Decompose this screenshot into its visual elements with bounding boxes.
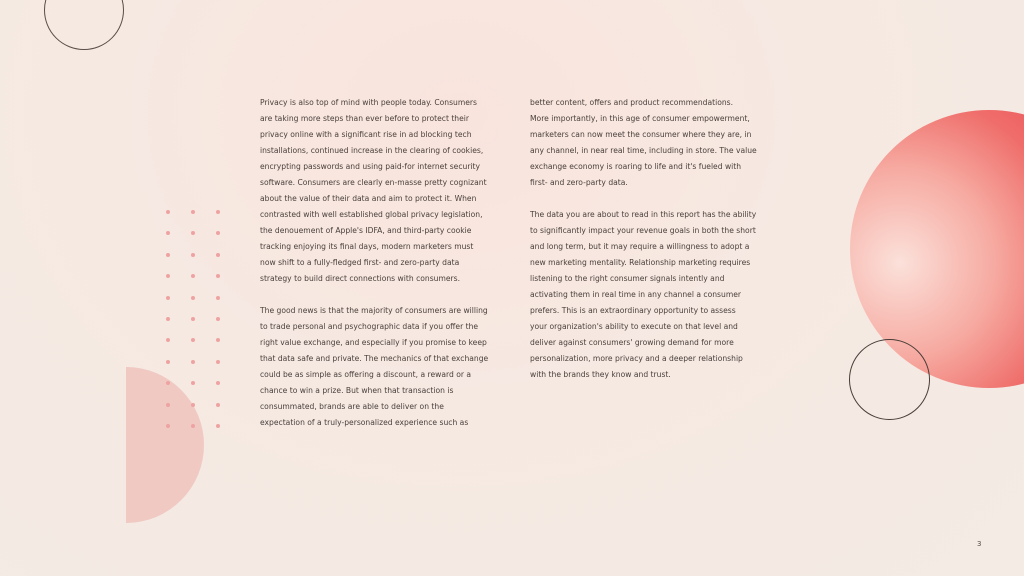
decorative-dot — [191, 253, 195, 257]
decorative-dot — [191, 360, 195, 364]
paragraph: Privacy is also top of mind with people today. Consumers are taking more steps than ever before to protect their privacy online with a significant rise in ad blocking tech installations, continued increase in the clearing of cookies, encrypting passwords and using paid-for internet security software. Consumers are clearly en-masse pretty cognizant about the value of their data and aim to protect it. When contrasted with well established global privacy legislation, the denouement of Apple's IDFA, and third-party cookie tracking enjoying its final days, modern marketers must now shift to a fully-fledged first- and zero-party data strategy to build direct connections with consumers. — [260, 98, 487, 283]
decorative-ring-right — [849, 339, 930, 420]
decorative-dot — [216, 317, 220, 321]
decorative-dot — [166, 210, 170, 214]
decorative-dot — [216, 338, 220, 342]
decorative-dot — [216, 296, 220, 300]
decorative-dot — [166, 424, 170, 428]
decorative-dot — [216, 381, 220, 385]
decorative-dot — [216, 424, 220, 428]
decorative-dot — [191, 210, 195, 214]
decorative-dot — [216, 274, 220, 278]
decorative-dot — [166, 274, 170, 278]
page-number: 3 — [977, 540, 982, 548]
decorative-dot — [191, 424, 195, 428]
decorative-dot — [166, 231, 170, 235]
decorative-dot — [216, 253, 220, 257]
decorative-dot — [216, 403, 220, 407]
decorative-dot — [166, 253, 170, 257]
paragraph: better content, offers and product recommendations. More importantly, in this age of consumer empowerment, marketers can now meet the consumer where they are, in any channel, in near real time, including in store. The value exchange economy is roaring to life and it's fueled with first- and zero-party data. — [530, 98, 757, 187]
decorative-dot — [166, 317, 170, 321]
decorative-dot — [216, 210, 220, 214]
decorative-dot — [191, 231, 195, 235]
text-column-right — [530, 95, 780, 383]
decorative-dot — [191, 274, 195, 278]
decorative-dot — [166, 403, 170, 407]
decorative-dot — [166, 360, 170, 364]
decorative-dot — [191, 403, 195, 407]
decorative-dot — [216, 360, 220, 364]
decorative-dot — [191, 317, 195, 321]
decorative-dot — [191, 381, 195, 385]
decorative-dot — [191, 338, 195, 342]
paragraph: The good news is that the majority of consumers are willing to trade personal and psychographic data if you offer the right value exchange, and especially if you promise to keep that data safe and private. The mechanics of that exchange could be as simple as offering a discount, a reward or a chance to win a prize. But when that transaction is consummated, brands are able to deliver on the expectation of a truly-personalized experience such as — [260, 306, 489, 427]
decorative-dot — [166, 381, 170, 385]
decorative-dot-grid — [166, 210, 226, 440]
decorative-dot — [166, 338, 170, 342]
paragraph: The data you are about to read in this report has the ability to significantly impact your revenue goals in both the short and long term, but it may require a willingness to adopt a new marketing mentality. Relationship marketing requires listening to the right consumer signals intently and activating them in real time in any channel a consumer prefers. This is an extraordinary opportunity to assess your organization's ability to execute on that level and deliver against consumers' growing demand for more personalization, more privacy and a deeper relationship with the brands they know and trust. — [530, 210, 757, 379]
decorative-dot — [216, 231, 220, 235]
text-column-left — [260, 95, 512, 431]
decorative-ring-top — [44, 0, 124, 50]
decorative-dot — [166, 296, 170, 300]
decorative-dot — [191, 296, 195, 300]
